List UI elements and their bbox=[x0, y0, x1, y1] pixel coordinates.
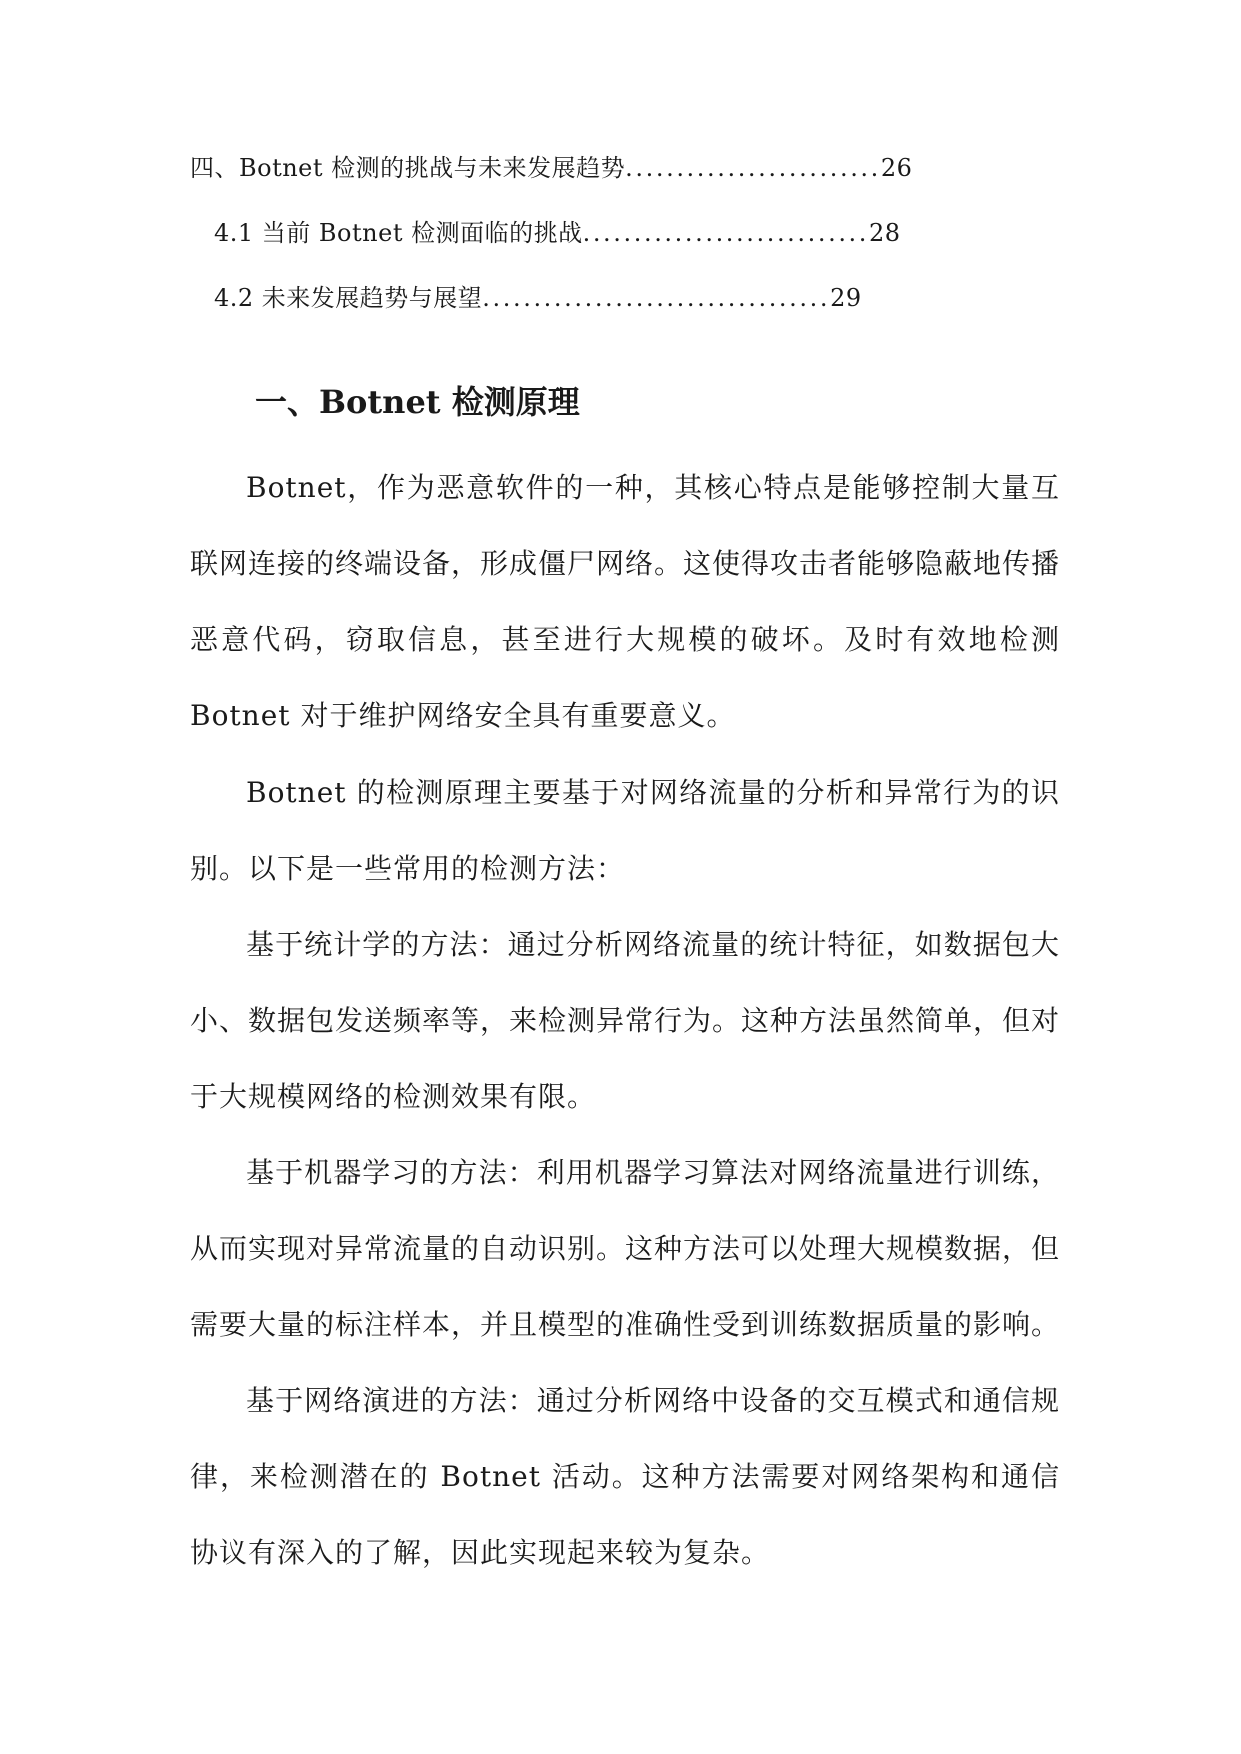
body-paragraph-5: 基于网络演进的方法：通过分析网络中设备的交互模式和通信规律，来检测潜在的 Botnet 活动。这种方法需要对网络架构和通信协议有深入的了解，因此实现起来较为复杂。 bbox=[190, 1384, 1060, 1569]
toc-entry-4-1[interactable] bbox=[214, 217, 901, 249]
toc-entry-title: 4.1 当前 Botnet 检测面临的挑战 bbox=[214, 219, 583, 247]
section-heading: 一、Botnet 检测原理 bbox=[255, 383, 580, 421]
toc-page-number: 29 bbox=[830, 284, 862, 312]
toc-page-number: 28 bbox=[869, 219, 901, 247]
toc-leader-dots: .................................. bbox=[482, 284, 831, 312]
toc-entry-title: 四、Botnet 检测的挑战与未来发展趋势 bbox=[190, 154, 626, 182]
body-paragraph-3: 基于统计学的方法：通过分析网络流量的统计特征，如数据包大小、数据包发送频率等，来检测异常行为。这种方法虽然简单，但对于大规模网络的检测效果有限。 bbox=[190, 928, 1061, 1113]
toc-leader-dots: ......................... bbox=[625, 154, 881, 182]
body-paragraph-4: 基于机器学习的方法：利用机器学习算法对网络流量进行训练，从而实现对异常流量的自动识别。这种方法可以处理大规模数据，但需要大量的标注样本，并且模型的准确性受到训练数据质量的影响。 bbox=[190, 1156, 1061, 1341]
toc-entry-title: 4.2 未来发展趋势与展望 bbox=[214, 284, 483, 312]
body-paragraph-1: Botnet，作为恶意软件的一种，其核心特点是能够控制大量互联网连接的终端设备，形成僵尸网络。这使得攻击者能够隐蔽地传播恶意代码，窃取信息，甚至进行大规模的破坏。及时有效地检测 Botnet 对于维护网络安全具有重要意义。 bbox=[190, 471, 1061, 732]
toc-page-number: 26 bbox=[880, 154, 913, 182]
toc-entry-4-2[interactable] bbox=[214, 282, 862, 314]
body-paragraph-2: Botnet 的检测原理主要基于对网络流量的分析和异常行为的识别。以下是一些常用的检测方法： bbox=[190, 776, 1060, 885]
toc-leader-dots: ............................ bbox=[582, 219, 870, 247]
toc-entry-chapter-4[interactable] bbox=[190, 152, 912, 184]
